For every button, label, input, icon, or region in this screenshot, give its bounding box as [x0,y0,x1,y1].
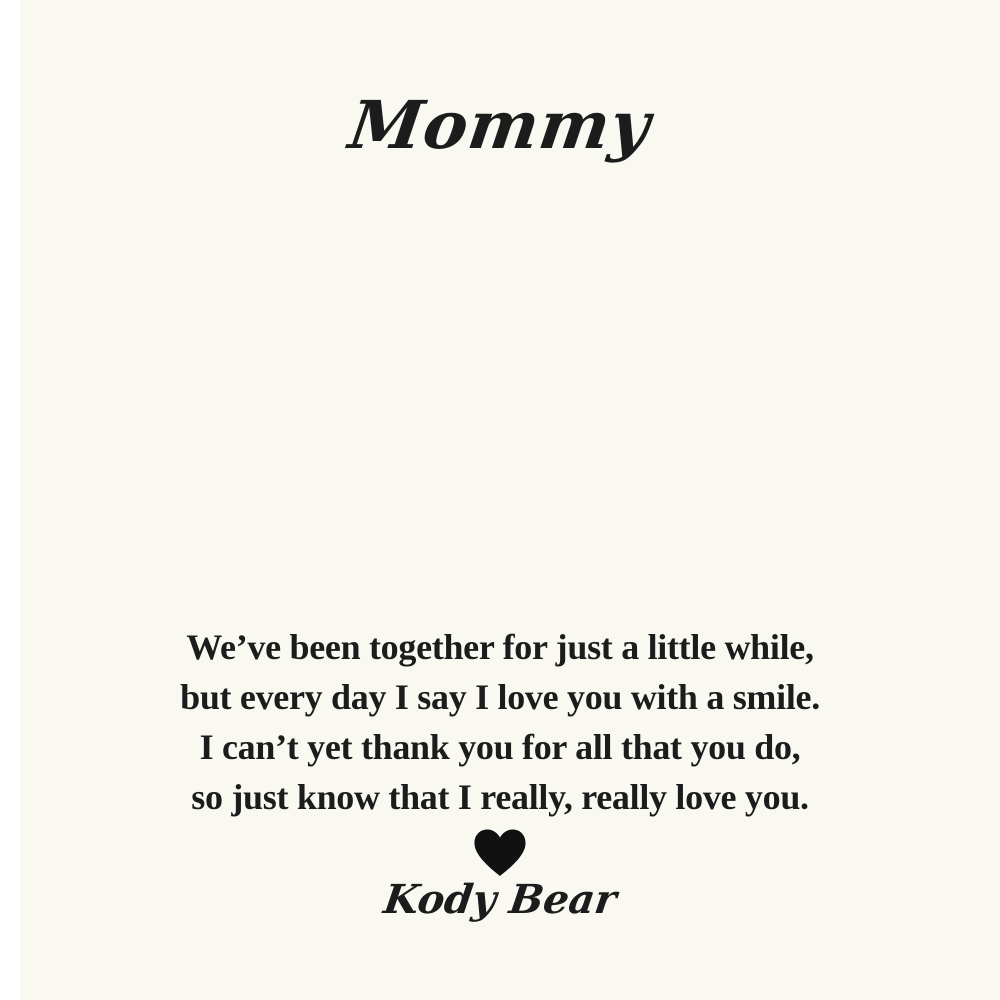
card-title: Mommy [344,86,656,164]
card-page [20,0,1000,1000]
heart-icon [472,828,528,878]
poem-line: I can’t yet thank you for all that you do, [199,727,801,767]
poem-text [20,622,980,822]
poem-line: We’ve been together for just a little while, [186,627,814,667]
poem-line: but every day I say I love you with a smile. [180,677,820,717]
signature: Kody Bear [380,876,620,923]
poem-line: so just know that I really, really love you. [191,777,809,817]
